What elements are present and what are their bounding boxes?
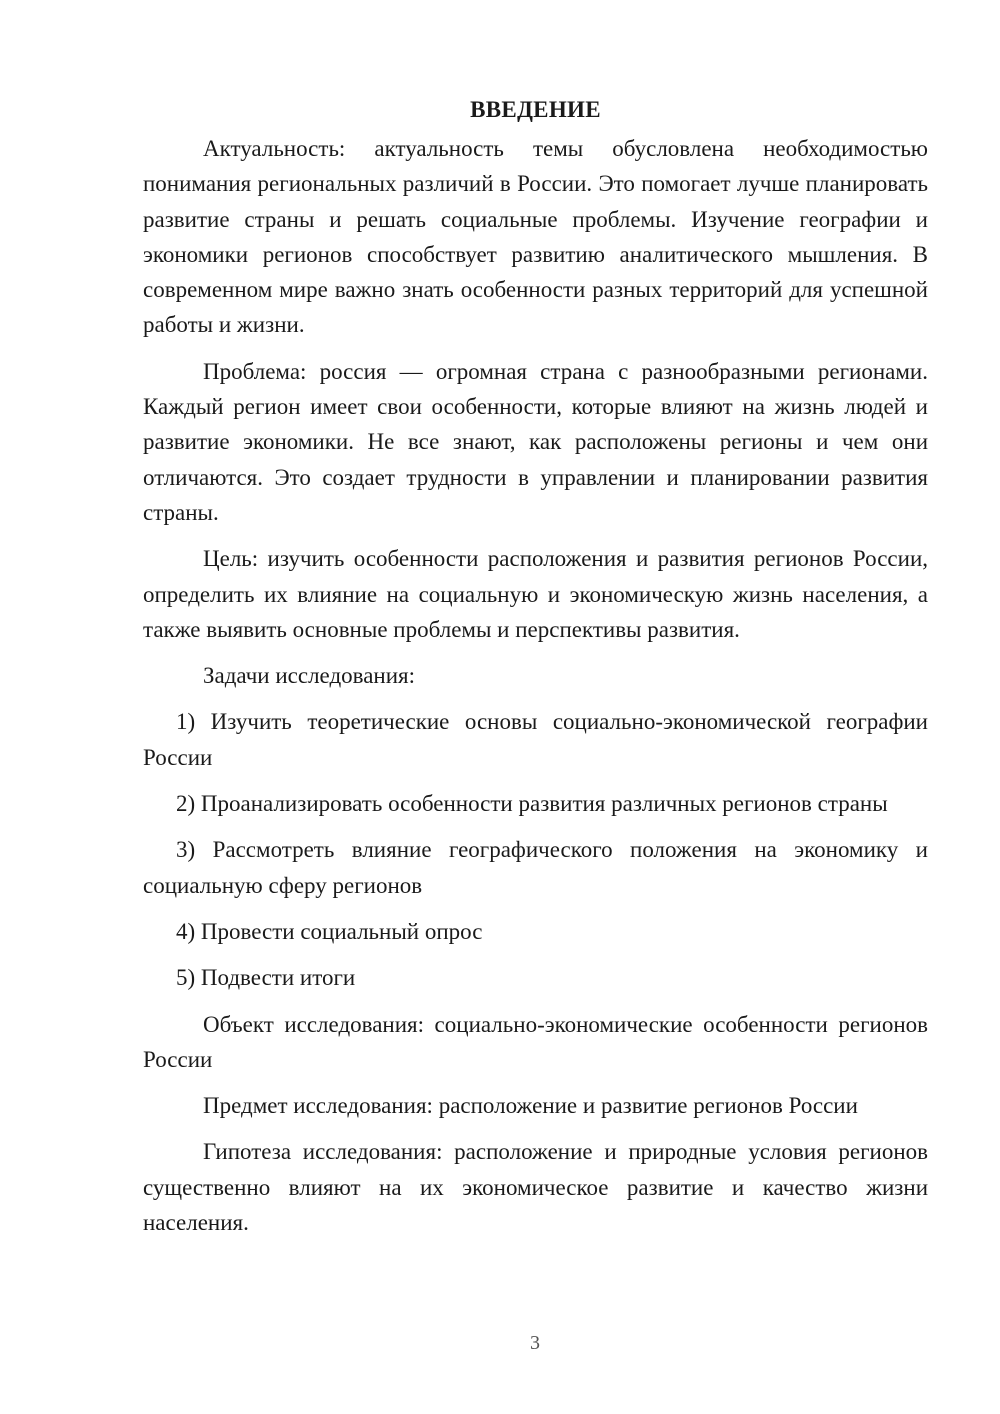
goal-paragraph: Цель: изучить особенности расположения и развития регионов России, определить их влияние на социальную и экономическую жизнь населения, а также выявить основные проблемы и перспективы развития. xyxy=(143,546,928,642)
task-item-1: 1) Изучить теоретические основы социально-экономической географии России xyxy=(143,709,928,770)
tasks-heading: Задачи исследования: xyxy=(203,663,416,689)
task-item-2: 2) Проанализировать особенности развития различных регионов страны xyxy=(176,791,888,817)
task-item-3: 3) Рассмотреть влияние географического положения на экономику и социальную сферу регионов xyxy=(143,837,928,898)
task-item-5: 5) Подвести итоги xyxy=(176,965,356,991)
section-title: ВВЕДЕНИЕ xyxy=(470,97,601,122)
document-page xyxy=(143,92,928,1251)
task-item-4: 4) Провести социальный опрос xyxy=(176,918,483,944)
object-paragraph: Объект исследования: социально-экономические особенности регионов России xyxy=(143,1011,928,1072)
hypothesis-paragraph: Гипотеза исследования: расположение и природные условия регионов существенно влияют на их экономическое развитие и качество жизни населения. xyxy=(143,1139,928,1236)
relevance-paragraph: Актуальность: актуальность темы обусловлена необходимостью понимания региональных различий в России. Это помогает лучше планировать развитие страны и решать социальные проблемы. Изучение географии и экономики регионов способствует развитию аналитического мышления. В современном мире важно знать особенности разных территорий для успешной работы и жизни. xyxy=(143,136,928,338)
subject-paragraph: Предмет исследования: расположение и развитие регионов России xyxy=(203,1093,858,1119)
problem-paragraph: Проблема: россия — огромная страна с разнообразными регионами. Каждый регион имеет свои особенности, которые влияют на жизнь людей и развитие экономики. Не все знают, как расположены регионы и чем они отличаются. Это создает трудности в управлении и планировании развития страны. xyxy=(143,358,928,525)
page-number: 3 xyxy=(530,1332,540,1354)
